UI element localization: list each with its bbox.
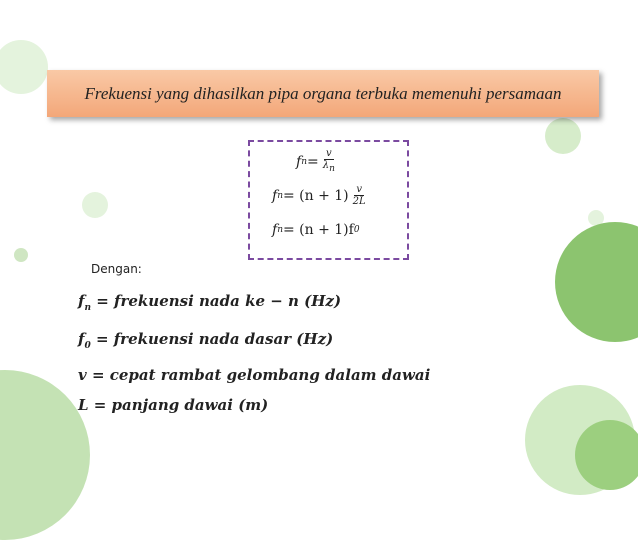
decor-circle-right-dark (555, 222, 638, 342)
title-box (47, 70, 599, 117)
formula-2: f n = (n + 1) $\frac{v}{2L}$ (272, 184, 366, 207)
decor-circle-left-small (14, 248, 28, 262)
decor-circle-bottom-right-dark (575, 420, 638, 490)
definition-v: v = cepat rambat gelombang dalam dawai (78, 366, 431, 384)
slide-title: Frekuensi yang dihasilkan pipa organa terbuka memenuhi persamaan (84, 83, 562, 103)
formula-box (248, 140, 409, 260)
decor-circle-top-left (0, 40, 48, 94)
fraction-v-lambda: $\frac{v}{\lambda_n}$ (322, 148, 335, 174)
definition-fn: $f_n$ = frekuensi nada ke − n (Hz) (78, 292, 342, 313)
fraction-v-2l: $\frac{v}{2L}$ (352, 184, 366, 207)
definition-f0: $f_0$ = frekuensi nada dasar (Hz) (78, 330, 334, 351)
formula-3: f n = (n + 1)f 0 (272, 222, 360, 238)
decor-circle-top-right (545, 118, 581, 154)
definition-l: L = panjang dawai (m) (78, 396, 269, 414)
formula-1: f n = $\frac{v}{\lambda_n}$ (296, 148, 335, 174)
decor-circle-bottom-left (0, 370, 90, 540)
decor-circle-left-mid (82, 192, 108, 218)
dengan-label: Dengan: (91, 262, 142, 276)
